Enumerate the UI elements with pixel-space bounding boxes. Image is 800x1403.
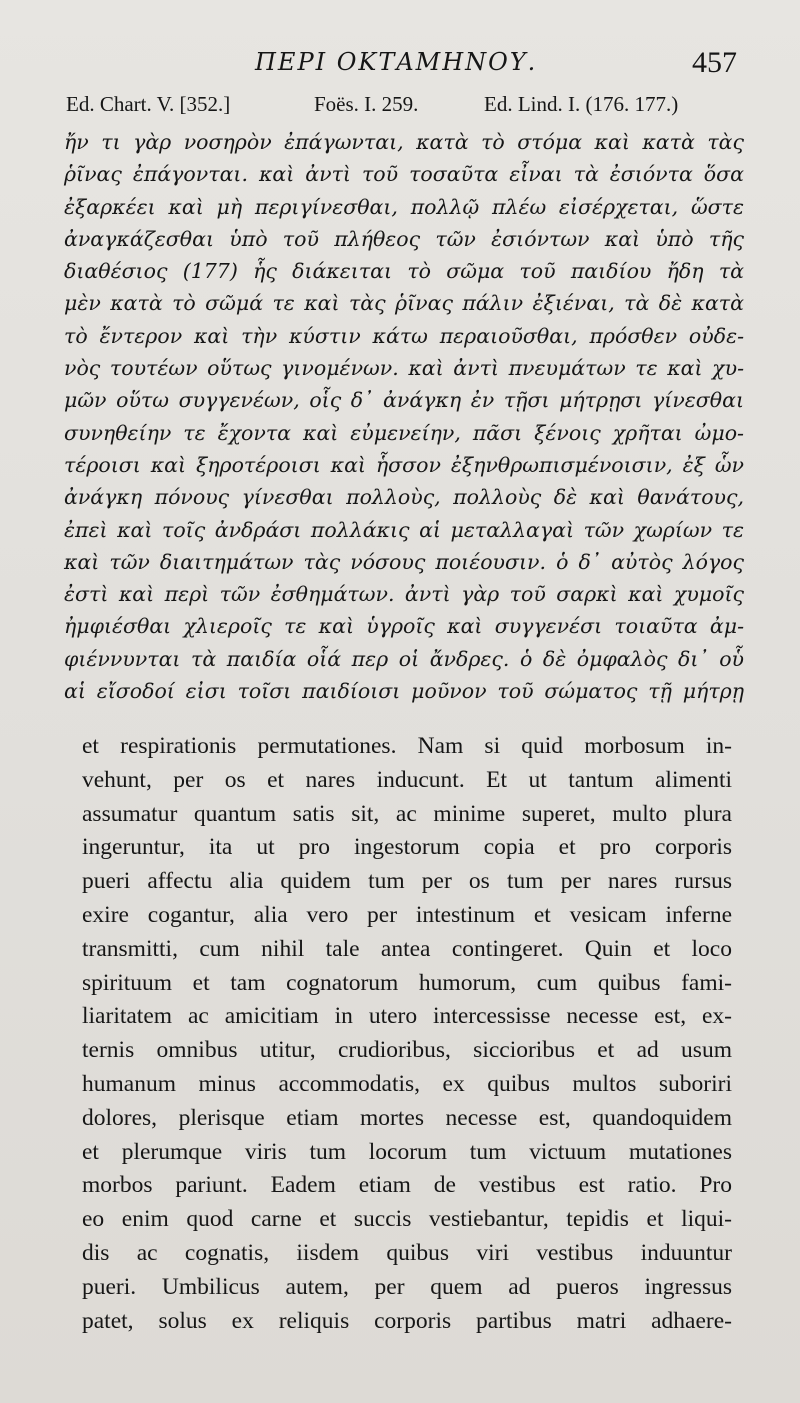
latin-line: transmitti, cum nihil tale antea contingeret. Quin et loco <box>82 935 732 962</box>
greek-line: φιέννυνται τὰ παιδία οἷά περ οἱ ἄνδρες. ὁ δὲ ὀμφαλὸς δι᾽ οὗ <box>64 646 744 671</box>
greek-line: μὲν κατὰ τὸ σῶμά τε καὶ τὰς ῥῖνας πάλιν ἐξιέναι, τὰ δὲ κατὰ <box>64 291 744 316</box>
latin-line: et respirationis permutationes. Nam si quid morbosum in- <box>82 733 732 759</box>
latin-line: dolores, plerisque etiam mortes necesse est, quandoquidem <box>82 1104 732 1131</box>
greek-line: διαθέσιος (177) ἧς διάκειται τὸ σῶμα τοῦ παιδίου ἤδη τὰ <box>64 259 744 284</box>
greek-line: ἀναγκάζεσθαι ὑπὸ τοῦ πλήθεος τῶν ἐσιόντων καὶ ὑπὸ τῆς <box>64 226 744 251</box>
greek-line: ἐστὶ καὶ περὶ τῶν ἐσθημάτων. ἀντὶ γὰρ τοῦ σαρκὶ καὶ χυμοῖς <box>64 582 744 607</box>
latin-line: pueri. Umbilicus autem, per quem ad pueros ingressus <box>82 1273 732 1300</box>
greek-line: ἐπεὶ καὶ τοῖς ἀνδράσι πολλάκις αἱ μεταλλαγαὶ τῶν χωρίων τε <box>64 517 744 542</box>
greek-line: καὶ τῶν διαιτημάτων τὰς νόσους ποιέουσιν. ὁ δ᾽ αὐτὸς λόγος <box>64 549 744 574</box>
greek-text-block <box>64 126 744 707</box>
latin-line: ingeruntur, ita ut pro ingestorum copia et pro corporis <box>82 834 732 861</box>
page-number: 457 <box>692 46 737 79</box>
greek-line: μῶν οὕτω συγγενέων, οἷς δ᾽ ἀνάγκη ἐν τῇσι μήτρῃσι γίνεσθαι <box>64 388 744 413</box>
edition-chart-ref: Ed. Chart. V. [352.] <box>66 92 231 116</box>
latin-line: eo enim quod carne et succis vestiebantur, tepidis et liqui- <box>82 1206 732 1233</box>
latin-line: morbos pariunt. Eadem etiam de vestibus est ratio. Pro <box>82 1172 732 1199</box>
latin-line: dis ac cognatis, iisdem quibus viri vestibus induuntur <box>82 1239 732 1266</box>
latin-line: humanum minus accommodatis, ex quibus multos suboriri <box>82 1070 732 1097</box>
latin-line: ternis omnibus utitur, crudioribus, siccioribus et ad usum <box>82 1037 732 1064</box>
greek-line: νὸς τουτέων οὕτως γινομένων. καὶ ἀντὶ πνευμάτων τε καὶ χυ- <box>64 356 744 381</box>
greek-line: ἐξαρκέει καὶ μὴ περιγίνεσθαι, πολλῷ πλέω εἰσέρχεται, ὥστε <box>64 194 744 219</box>
latin-line: pueri affectu alia quidem tum per os tum per nares rursus <box>82 868 732 895</box>
running-head <box>0 40 800 90</box>
greek-line: ἤν τι γὰρ νοσηρὸν ἐπάγωνται, κατὰ τὸ στόμα καὶ κατὰ τὰς <box>64 130 744 154</box>
latin-line: patet, solus ex reliquis corporis partibus matri adhaere- <box>82 1307 732 1334</box>
greek-line: αἱ εἴσοδοί εἰσι τοῖσι παιδίοισι μοῦνον τοῦ σώματος τῇ μήτρῃ <box>64 679 744 704</box>
greek-line: ἀνάγκη πόνους γίνεσθαι πολλοὺς, πολλοὺς δὲ καὶ θανάτους, <box>64 485 744 510</box>
edition-foes-ref: Foës. I. 259. <box>314 92 419 116</box>
latin-line: et plerumque viris tum locorum tum victuum mutationes <box>82 1138 732 1165</box>
latin-translation-block <box>82 730 732 1338</box>
running-title: ΠΕΡΙ ΟΚΤΑΜΗΝΟΥ. <box>255 48 538 76</box>
latin-line: liaritatem ac amicitiam in utero intercessisse necesse est, ex- <box>82 1003 732 1030</box>
greek-line: τὸ ἔντερον καὶ τὴν κύστιν κάτω περαιοῦσθαι, πρόσθεν οὐδε- <box>64 323 744 348</box>
greek-line: τέροισι καὶ ξηροτέροισι καὶ ἧσσον ἐξηνθρωπισμένοισιν, ἐξ ὧν <box>64 452 744 477</box>
latin-line: assumatur quantum satis sit, ac minime superet, multo plura <box>82 800 732 827</box>
greek-line: συνηθείην τε ἔχοντα καὶ εὐμενείην, πᾶσι ξένοις χρῆται ὠμο- <box>64 420 744 445</box>
edition-references <box>66 92 736 126</box>
greek-line: ῥῖνας ἐπάγονται. καὶ ἀντὶ τοῦ τοσαῦτα εἶναι τὰ ἐσιόντα ὅσα <box>64 162 744 187</box>
latin-line: exire cogantur, alia vero per intestinum et vesicam inferne <box>82 901 732 928</box>
latin-line: vehunt, per os et nares inducunt. Et ut tantum alimenti <box>82 766 732 793</box>
edition-lind-ref: Ed. Lind. I. (176. 177.) <box>484 92 679 116</box>
greek-line: ἠμφιέσθαι χλιεροῖς τε καὶ ὑγροῖς καὶ συγγενέσι τοιαῦτα ἀμ- <box>64 614 744 639</box>
latin-line: spirituum et tam cognatorum humorum, cum quibus fami- <box>82 969 732 996</box>
